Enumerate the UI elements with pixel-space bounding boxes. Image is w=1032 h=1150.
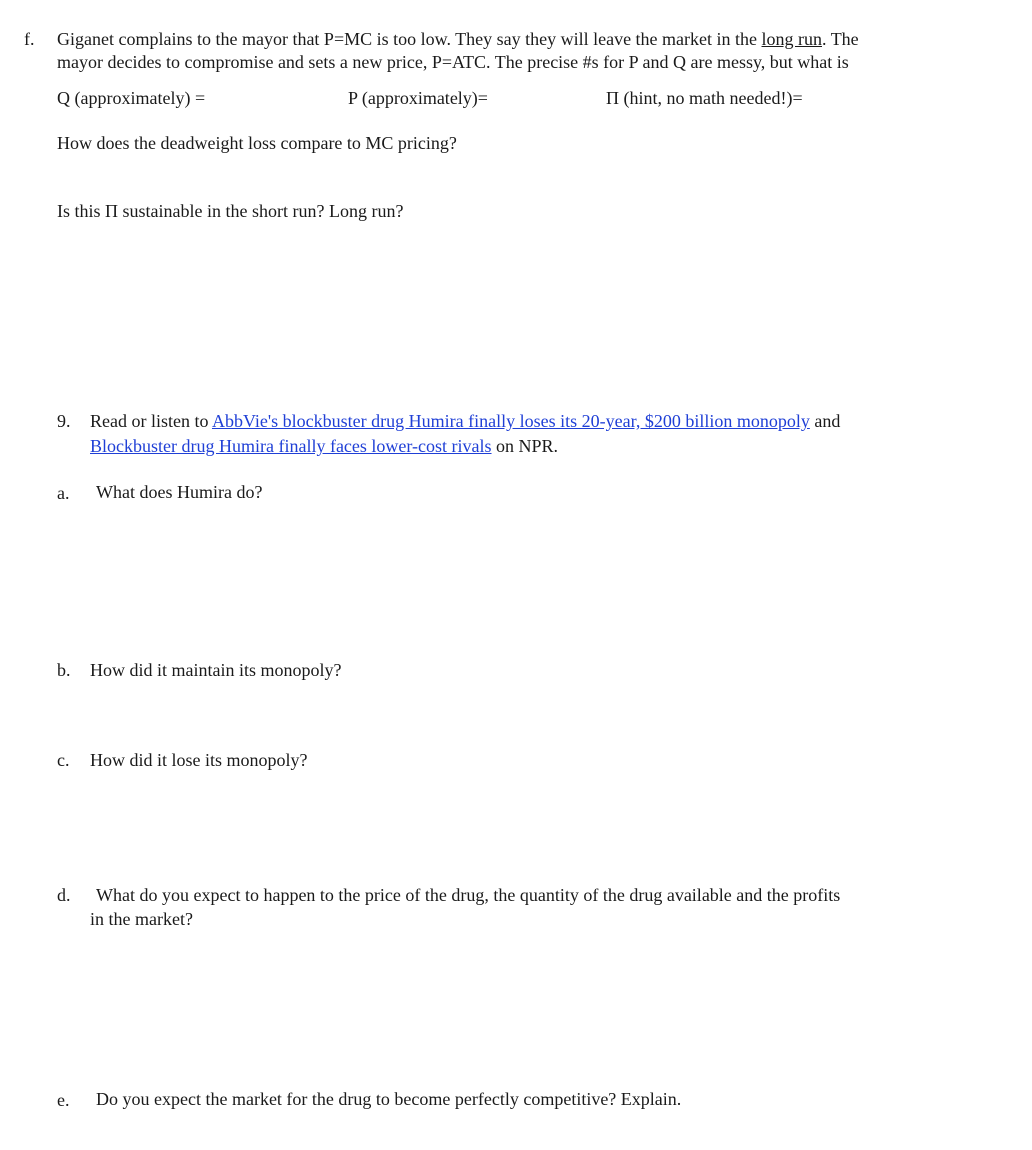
read-prefix: Read or listen to	[90, 411, 212, 431]
p-approx-label: P (approximately)=	[348, 88, 488, 108]
item-d-question-line2: in the market?	[90, 909, 193, 929]
on-npr-text: on NPR.	[491, 436, 559, 456]
question-9-number: 9.	[57, 411, 71, 431]
q-approx-label: Q (approximately) =	[57, 88, 206, 108]
section-f-label: f.	[24, 29, 35, 49]
item-e-label: e.	[57, 1090, 70, 1110]
long-run-term: long run	[761, 29, 823, 49]
item-d-question-line1: What do you expect to happen to the price of the drug, the quantity of the drug available and the profits	[96, 885, 841, 905]
item-c-question: How did it lose its monopoly?	[90, 750, 308, 770]
item-b-label: b.	[57, 660, 71, 680]
intro-text: Giganet complains to the mayor that P=MC is too low. They say they will leave the market in the	[57, 29, 762, 49]
item-a-question: What does Humira do?	[96, 482, 263, 502]
dwl-question: How does the deadweight loss compare to MC pricing?	[57, 133, 457, 153]
item-a-label: a.	[57, 483, 70, 503]
item-b-question: How did it maintain its monopoly?	[90, 660, 342, 680]
intro-text-end: . The	[822, 29, 859, 49]
humira-monopoly-article-link[interactable]: AbbVie's blockbuster drug Humira finally loses its 20-year, $200 billion monopoly	[211, 411, 810, 431]
section-f-intro-line1	[57, 27, 859, 51]
question-9-line2	[90, 434, 558, 458]
item-c-label: c.	[57, 750, 70, 770]
item-e-question: Do you expect the market for the drug to become perfectly competitive? Explain.	[96, 1089, 682, 1109]
profit-label: Π (hint, no math needed!)=	[606, 88, 803, 108]
question-9-line1	[90, 409, 840, 433]
item-d-label: d.	[57, 885, 71, 905]
and-text: and	[809, 411, 841, 431]
humira-rivals-article-link[interactable]: Blockbuster drug Humira finally faces lower-cost rivals	[90, 436, 492, 456]
sustainability-question: Is this Π sustainable in the short run? Long run?	[57, 201, 404, 221]
section-f-intro-line2: mayor decides to compromise and sets a new price, P=ATC. The precise #s for P and Q are messy, but what is	[57, 52, 849, 72]
